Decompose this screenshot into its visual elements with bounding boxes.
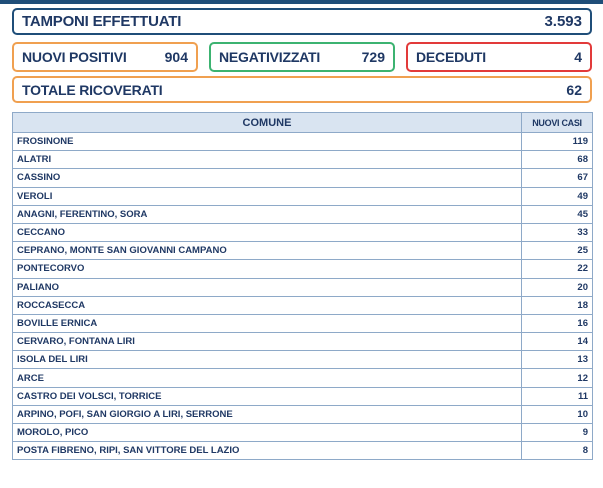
comune-cell: VEROLI	[13, 187, 522, 205]
negativizzati-value: 729	[361, 49, 385, 65]
comune-cell: ALATRI	[13, 151, 522, 169]
comune-cell: FROSINONE	[13, 133, 522, 151]
table-row	[13, 260, 593, 278]
ricoverati-value: 62	[566, 81, 582, 98]
table-row	[13, 424, 593, 442]
casi-cell: 33	[522, 223, 593, 241]
positivi-box	[12, 42, 198, 72]
casi-cell: 119	[522, 133, 593, 151]
comune-cell: ROCCASECCA	[13, 296, 522, 314]
table-row	[13, 133, 593, 151]
comune-cell: CECCANO	[13, 223, 522, 241]
table-row	[13, 278, 593, 296]
casi-cell: 68	[522, 151, 593, 169]
casi-cell: 20	[522, 278, 593, 296]
table-body	[13, 133, 593, 460]
positivi-label: NUOVI POSITIVI	[22, 49, 127, 65]
deceduti-box	[406, 42, 592, 72]
table-row	[13, 169, 593, 187]
table-row	[13, 242, 593, 260]
comune-cell: ARPINO, POFI, SAN GIORGIO A LIRI, SERRONE	[13, 405, 522, 423]
comune-cell: MOROLO, PICO	[13, 424, 522, 442]
comune-cell: CASTRO DEI VOLSCI, TORRICE	[13, 387, 522, 405]
table-row	[13, 296, 593, 314]
casi-cell: 18	[522, 296, 593, 314]
casi-cell: 8	[522, 442, 593, 460]
negativizzati-label: NEGATIVIZZATI	[219, 49, 321, 65]
casi-cell: 25	[522, 242, 593, 260]
deceduti-label: DECEDUTI	[416, 49, 486, 65]
casi-cell: 16	[522, 314, 593, 332]
casi-cell: 10	[522, 405, 593, 423]
table-row	[13, 442, 593, 460]
casi-cell: 12	[522, 369, 593, 387]
tamponi-label: TAMPONI EFFETTUATI	[22, 13, 182, 30]
positivi-value: 904	[164, 49, 188, 65]
header-comune: COMUNE	[13, 113, 522, 133]
table-row	[13, 187, 593, 205]
ricoverati-box	[12, 76, 592, 103]
casi-cell: 9	[522, 424, 593, 442]
table-row	[13, 351, 593, 369]
top-bar	[0, 0, 603, 4]
negativizzati-box	[209, 42, 395, 72]
table-row	[13, 223, 593, 241]
comune-cell: PONTECORVO	[13, 260, 522, 278]
casi-cell: 11	[522, 387, 593, 405]
table-row	[13, 151, 593, 169]
casi-cell: 14	[522, 333, 593, 351]
table-row	[13, 387, 593, 405]
comune-cell: BOVILLE ERNICA	[13, 314, 522, 332]
comune-cell: ANAGNI, FERENTINO, SORA	[13, 205, 522, 223]
cases-table	[12, 112, 593, 460]
comune-cell: CASSINO	[13, 169, 522, 187]
casi-cell: 13	[522, 351, 593, 369]
comune-cell: PALIANO	[13, 278, 522, 296]
casi-cell: 22	[522, 260, 593, 278]
tamponi-value: 3.593	[544, 13, 582, 30]
deceduti-value: 4	[574, 49, 582, 65]
header-nuovi-casi: NUOVI CASI	[522, 113, 593, 133]
casi-cell: 45	[522, 205, 593, 223]
comune-cell: ARCE	[13, 369, 522, 387]
table-row	[13, 205, 593, 223]
comune-cell: POSTA FIBRENO, RIPI, SAN VITTORE DEL LAZIO	[13, 442, 522, 460]
ricoverati-label: TOTALE RICOVERATI	[22, 81, 163, 98]
table-row	[13, 369, 593, 387]
comune-cell: ISOLA DEL LIRI	[13, 351, 522, 369]
comune-cell: CEPRANO, MONTE SAN GIOVANNI CAMPANO	[13, 242, 522, 260]
casi-cell: 49	[522, 187, 593, 205]
casi-cell: 67	[522, 169, 593, 187]
table-row	[13, 405, 593, 423]
table-header-row	[13, 113, 593, 133]
table-row	[13, 314, 593, 332]
tamponi-box	[12, 8, 592, 35]
table-row	[13, 333, 593, 351]
comune-cell: CERVARO, FONTANA LIRI	[13, 333, 522, 351]
